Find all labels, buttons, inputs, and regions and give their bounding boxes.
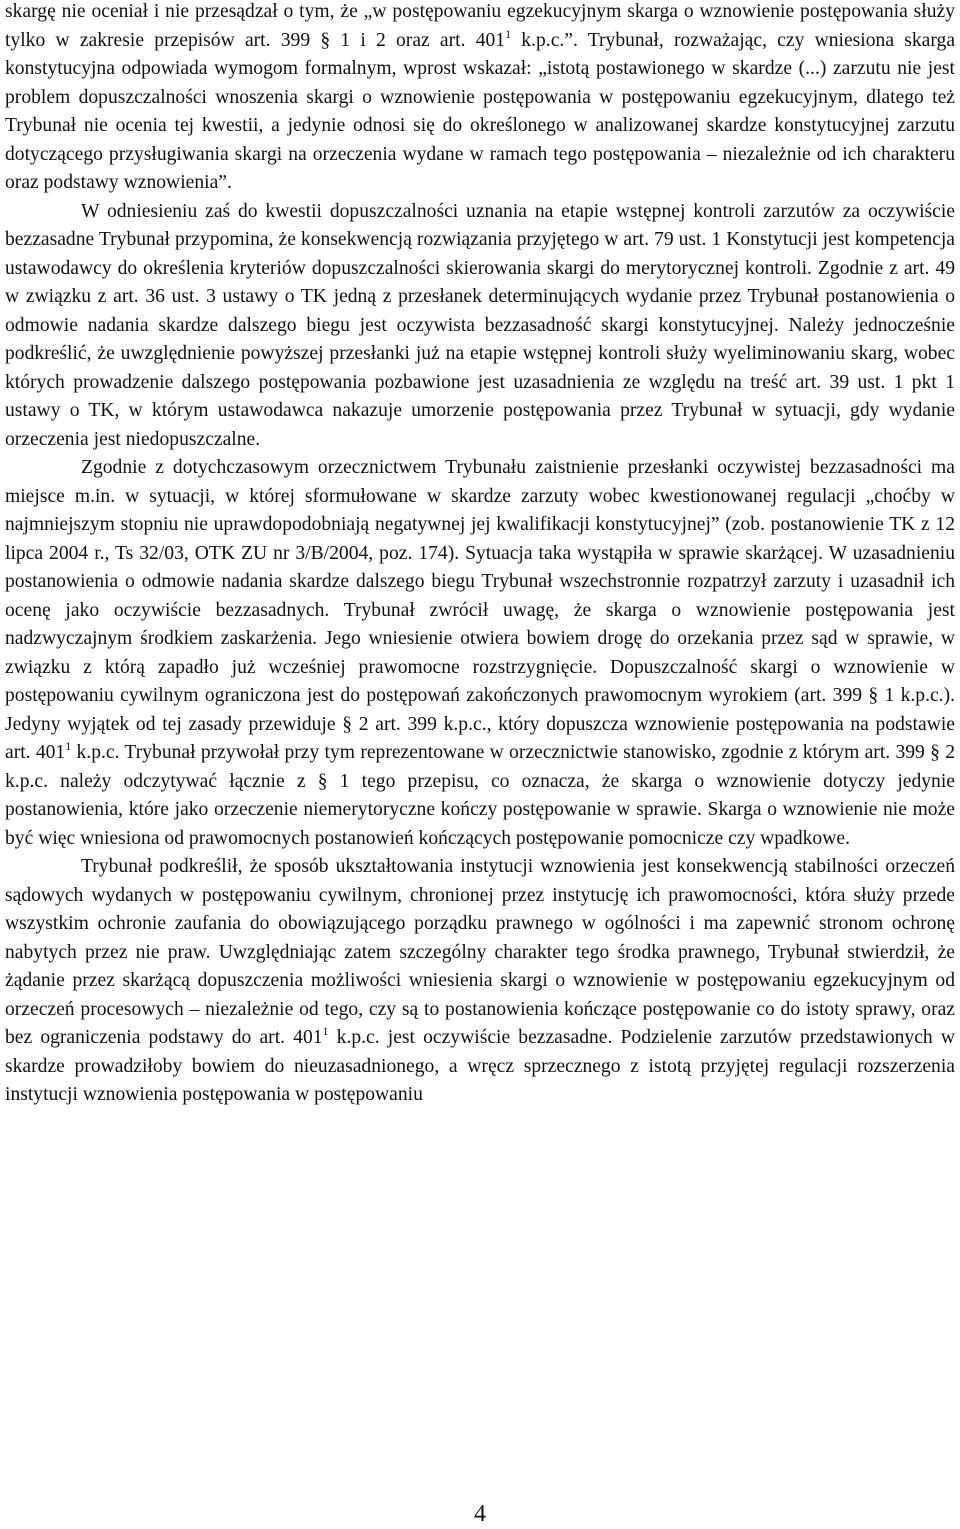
paragraph-text: W odniesieniu zaś do kwestii dopuszczalności uznania na etapie wstępnej kontroli zarzutów za oczywiście bezzasadne Trybunał przypomina, że konsekwencją rozwiązania przyjętego w art. 79 ust. 1 Konstytucji jest kompetencja ustawodawcy do określenia kryteriów dopuszczalności skierowania skargi do merytorycznej kontroli. Zgodnie z art. 49 w związku z art. 36 ust. 3 ustawy o TK jedną z przesłanek determinujących wydanie przez Trybunał postanowienia o odmowie nadania skardze dalszego biegu jest oczywista bezzasadność skargi konstytucyjnej. Należy jednocześnie podkreślić, że uwzględnienie powyższej przesłanki już na etapie wstępnej kontroli służy wyeliminowaniu skarg, wobec których prowadzenie dalszego postępowania pozbawione jest uzasadnienia ze względu na treść art. 39 ust. 1 pkt 1 ustawy o TK, w którym ustawodawca nakazuje umorzenie postępowania przez Trybunał w sytuacji, gdy wydanie orzeczenia jest niedopuszczalne. xyxy=(5,200,955,450)
paragraph xyxy=(5,853,955,1110)
document-body xyxy=(5,0,955,1110)
document-page xyxy=(5,0,955,1110)
paragraph-text: Zgodnie z dotychczasowym orzecznictwem Trybunału zaistnienie przesłanki oczywistej bezzasadności ma miejsce m.in. w sytuacji, w której sformułowane w skardze zarzuty wobec kwestionowanej regulacji „choćby w najmniejszym stopniu nie uprawdopodobniają negatywnej jej kwalifikacji konstytucyjnej” (zob. postanowienie TK z 12 lipca 2004 r., Ts 32/03, OTK ZU nr 3/B/2004, poz. 174). Sytuacja taka wystąpiła w sprawie skarżącej. W uzasadnieniu postanowienia o odmowie nadania skardze dalszego biegu Trybunał wszechstronnie rozpatrzył zarzuty i uzasadnił ich ocenę jako oczywiście bezzasadnych. Trybunał zwrócił uwagę, że skarga o wznowienie postępowania jest nadzwyczajnym środkiem zaskarżenia. Jego wniesienie otwiera bowiem drogę do orzekania przez sąd w sprawie, w związku z którą zapadło już wcześniej prawomocne rozstrzygnięcie. Dopuszczalność skargi o wznowienie w postępowaniu cywilnym ograniczona jest do postępowań zakończonych prawomocnym wyrokiem (art. 399 § 1 k.p.c.). Jedyny wyjątek od tej zasady przewiduje § 2 art. 399 k.p.c., który dopuszcza wznowienie postępowania na podstawie art. 401 xyxy=(5,457,955,763)
superscript-number: 1 xyxy=(322,1024,329,1038)
superscript-number: 1 xyxy=(65,739,72,753)
paragraph xyxy=(5,454,955,853)
paragraph-text: k.p.c. Trybunał przywołał przy tym reprezentowane w orzecznictwie stanowisko, zgodnie z którym art. 399 § 2 k.p.c. należy odczytywać łącznie z § 1 tego przepisu, co oznacza, że skarga o wznowienie dotyczy jedynie postanowienia, które jako orzeczenie niemerytoryczne kończy postępowanie w sprawie. Skarga o wznowienie nie może być więc wniesiona od prawomocnych postanowień kończących postępowanie pomocnicze czy wpadkowe. xyxy=(5,742,955,849)
paragraph-text: skargę nie oceniał i nie przesądzał o tym, że „w postępowaniu egzekucyjnym skarga o wznowienie postępowania służy tylko w zakresie przepisów art. 399 § 1 i 2 oraz art. 401 xyxy=(5,1,955,51)
page-number: 4 xyxy=(474,1501,486,1527)
paragraph-text: k.p.c. jest oczywiście bezzasadne. Podzielenie zarzutów przedstawionych w skardze prowadziłoby bowiem do nieuzasadnionego, a wręcz sprzecznego z istotą przyjętej regulacji rozszerzenia instytucji wznowienia postępowania w postępowaniu xyxy=(5,1027,955,1105)
paragraph xyxy=(5,198,955,455)
paragraph-text: Trybunał podkreślił, że sposób ukształtowania instytucji wznowienia jest konsekwencją stabilności orzeczeń sądowych wydanych w postępowaniu cywilnym, chronionej przez instytucję ich prawomocności, która służy przede wszystkim ochronie zaufania do obowiązującego porządku prawnego w ogólności i ma zapewnić stronom ochronę nabytych przez nie praw. Uwzględniając zatem szczególny charakter tego środka prawnego, Trybunał stwierdził, że żądanie przez skarżącą dopuszczenia możliwości wniesienia skargi o wznowienie w postępowaniu egzekucyjnym od orzeczeń procesowych – niezależnie od tego, czy są to postanowienia kończące postępowanie co do istoty sprawy, oraz bez ograniczenia podstawy do art. 401 xyxy=(5,856,955,1048)
paragraph-text: k.p.c.”. Trybunał, rozważając, czy wniesiona skarga konstytucyjna odpowiada wymogom formalnym, wprost wskazał: „istotą postawionego w skardze (...) zarzutu nie jest problem dopuszczalności wnoszenia skargi o wznowienie postępowania w postępowaniu egzekucyjnym, dlatego też Trybunał nie ocenia tej kwestii, a jedynie odnosi się do określonego w analizowanej skardze konstytucyjnej zarzutu dotyczącego przysługiwania skargi na orzeczenia wydane w ramach tego postępowania – niezależnie od ich charakteru oraz podstawy wznowienia”. xyxy=(5,29,956,193)
superscript-number: 1 xyxy=(505,26,512,41)
paragraph xyxy=(5,0,955,198)
